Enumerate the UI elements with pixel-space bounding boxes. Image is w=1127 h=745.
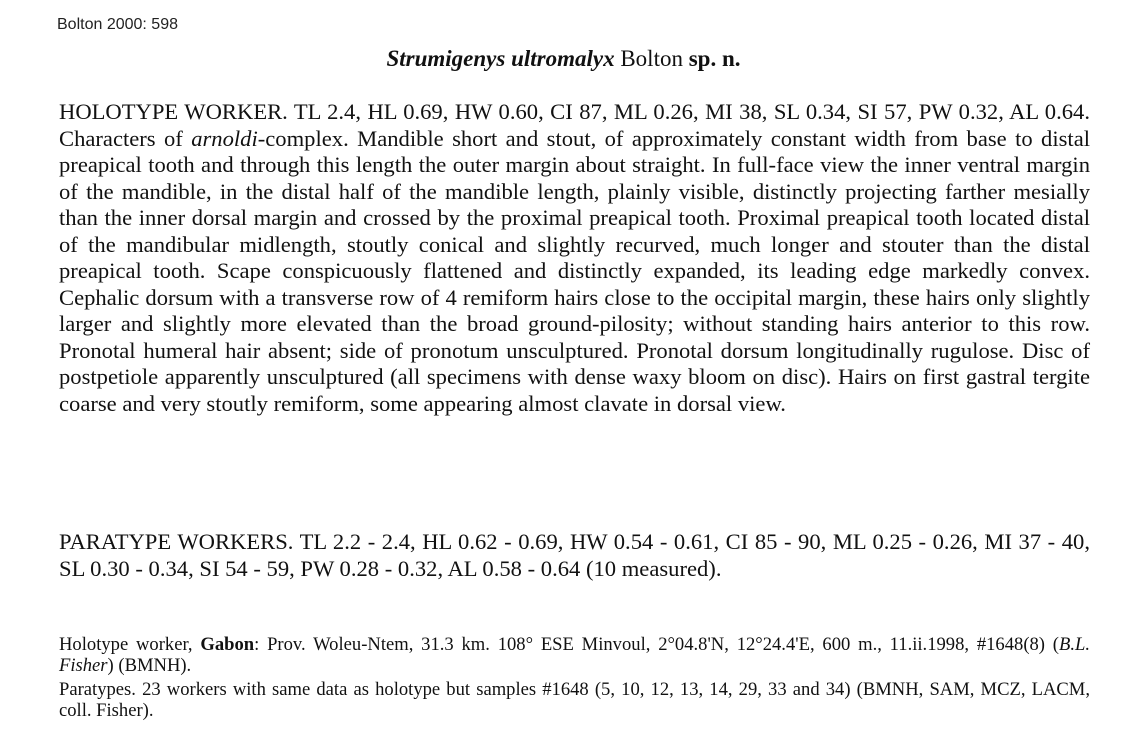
holotype-country: Gabon <box>200 634 255 655</box>
holotype-locality: : Prov. Woleu-Ntem, 31.3 km. 108° ESE Minvoul, 2°04.8'N, 12°24.4'E, 600 m., 11.ii.1998, #1648(8) ( <box>254 634 1059 655</box>
holotype-text-part2: -complex. Mandible short and stout, of approximately constant width from base to distal preapical tooth and through this length the outer margin about straight. In full-face view the inner ventral margin of the mandible, in the distal half of the mandible length, plainly visible, distinctly projecting farther mesially than the inner dorsal margin and crossed by the proximal preapical tooth. Proximal preapical tooth located distal of the mandibular midlength, stoutly conical and slightly recurved, much longer and stouter than the distal preapical tooth. Scape conspicuously flattened and distinctly expanded, its leading edge markedly convex. Cephalic dorsum with a transverse row of 4 remiform hairs close to the occipital margin, these hairs only slightly larger and slightly more elevated than the broad ground-pilosity; without standing hairs anterior to this row. Pronotal humeral hair absent; side of pronotum unsculptured. Pronotal dorsum longitudinally rugulose. Disc of postpetiole apparently unsculptured (all specimens with dense waxy bloom on disc). Hairs on first gastral tergite coarse and very stoutly remiform, some appearing almost clavate in dorsal view. <box>59 125 1090 416</box>
citation: Bolton 2000: 598 <box>57 16 178 33</box>
complex-name: arnoldi <box>191 125 258 151</box>
paratype-material <box>59 679 1090 721</box>
species-status: sp. n. <box>688 46 741 71</box>
species-name: Strumigenys ultromalyx <box>386 46 615 71</box>
collector-name: B.L. Fisher <box>59 634 1090 676</box>
holotype-material <box>59 634 1090 676</box>
holotype-text-part1: HOLOTYPE WORKER. TL 2.4, HL 0.69, HW 0.60, CI 87, ML 0.26, MI 38, SL 0.34, SI 57, PW 0.32, AL 0.64. Characters of <box>59 99 1090 151</box>
paratype-text: PARATYPE WORKERS. TL 2.2 - 2.4, HL 0.62 - 0.69, HW 0.54 - 0.61, CI 85 - 90, ML 0.25 - 0.26, MI 37 - 40, SL 0.30 - 0.34, SI 54 - 59, PW 0.28 - 0.32, AL 0.58 - 0.64 (10 measured). <box>59 529 1090 581</box>
paratype-material-text: Paratypes. 23 workers with same data as holotype but samples #1648 (5, 10, 12, 13, 14, 29, 33 and 34) (BMNH, SAM, MCZ, LACM, coll. Fisher). <box>59 679 1090 721</box>
species-author: Bolton <box>620 46 683 71</box>
paratype-description <box>59 529 1090 582</box>
holotype-label: Holotype worker, <box>59 634 201 655</box>
holotype-repository: ) (BMNH). <box>107 655 192 676</box>
species-title <box>0 46 1127 72</box>
holotype-description <box>59 99 1090 417</box>
